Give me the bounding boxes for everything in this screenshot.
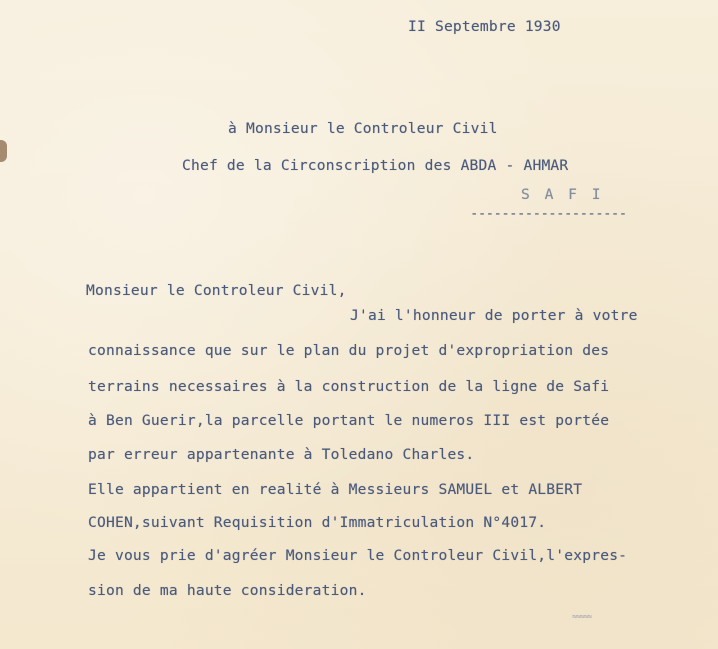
body-line: COHEN,suivant Requisition d'Immatriculation N°4017. bbox=[88, 514, 547, 531]
recipient-city: S A F I bbox=[521, 186, 604, 203]
letter-date: II Septembre 1930 bbox=[408, 18, 561, 35]
body-line: J'ai l'honneur de porter à votre bbox=[350, 307, 638, 324]
body-line: Elle appartient en realité à Messieurs SAMUEL et ALBERT bbox=[88, 481, 583, 498]
body-line: à Ben Guerir,la parcelle portant le numeros III est portée bbox=[88, 412, 610, 429]
body-line: connaissance que sur le plan du projet d'expropriation des bbox=[88, 342, 610, 359]
punch-hole-stain bbox=[0, 140, 7, 162]
ink-smudge-mark: ≈≈≈≈≈ bbox=[572, 612, 592, 621]
salutation: Monsieur le Controleur Civil, bbox=[86, 282, 347, 299]
recipient-line-2: Chef de la Circonscription des ABDA - AHMAR bbox=[182, 157, 569, 174]
recipient-line-1: à Monsieur le Controleur Civil bbox=[228, 120, 498, 137]
body-line: Je vous prie d'agréer Monsieur le Controleur Civil,l'expres- bbox=[88, 547, 628, 564]
body-line: terrains necessaires à la construction de la ligne de Safi bbox=[88, 378, 610, 395]
body-line: sion de ma haute consideration. bbox=[88, 582, 367, 599]
address-underline: -------------------- bbox=[470, 206, 627, 222]
body-line: par erreur appartenante à Toledano Charles. bbox=[88, 446, 475, 463]
